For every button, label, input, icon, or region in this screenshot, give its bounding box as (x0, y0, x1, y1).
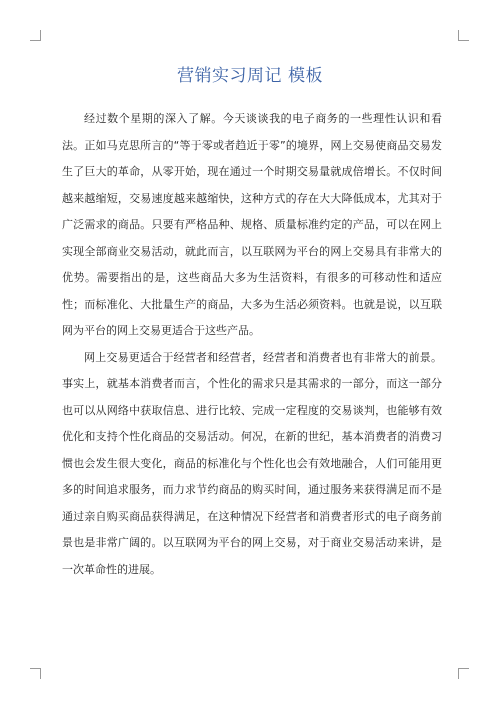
document-body (62, 106, 442, 583)
crop-mark-top-left (30, 30, 41, 41)
paragraph-2: 网上交易更适合于经营者和经营者，经营者和消费者也有非常大的前景。事实上，就基本消费者而言，个性化的需求只是其需求的一部分，而这一部分也可以从网络中获取信息、进行比较、完成一定程度的交易谈判，也能够有效优化和支持个性化商品的交易活动。何况，在新的世纪，基本消费者的消费习惯也会发生很大变化，商品的标准化与个性化也会有效地融合，人们可能用更多的时间追求服务，而力求节约商品的购买时间，通过服务来获得满足而不是通过亲自购买商品获得满足，在这种情况下经营者和消费者形式的电子商务前景也是非常广阔的。以互联网为平台的网上交易，对于商业交易活动来讲，是一次革命性的进展。 (62, 350, 442, 576)
crop-mark-top-right (458, 30, 469, 41)
crop-mark-bottom-left (30, 668, 41, 679)
crop-mark-bottom-right (458, 668, 469, 679)
document-title: 营销实习周记 模板 (177, 66, 323, 86)
paragraph-1: 经过数个星期的深入了解。今天谈谈我的电子商务的一些理性认识和看法。正如马克思所言的“等于零或者趋近于零”的境界，网上交易使商品交易发生了巨大的革命，从零开始，现在通过一个时期交易量就成倍增长。不仅时间越来越缩短，交易速度越来越缩快，这种方式的存在大大降低成本，尤其对于广泛需求的商品。只要有严格品种、规格、质量标准约定的产品，可以在网上实现全部商业交易活动，就此而言，以互联网为平台的网上交易具有非常大的优势。需要指出的是，这些商品大多为生活资料，有很多的可移动性和适应性；而标准化、大批量生产的商品，大多为生活必须资料。也就是说，以互联网为平台的网上交易更适合于这些产品。 (62, 112, 442, 337)
